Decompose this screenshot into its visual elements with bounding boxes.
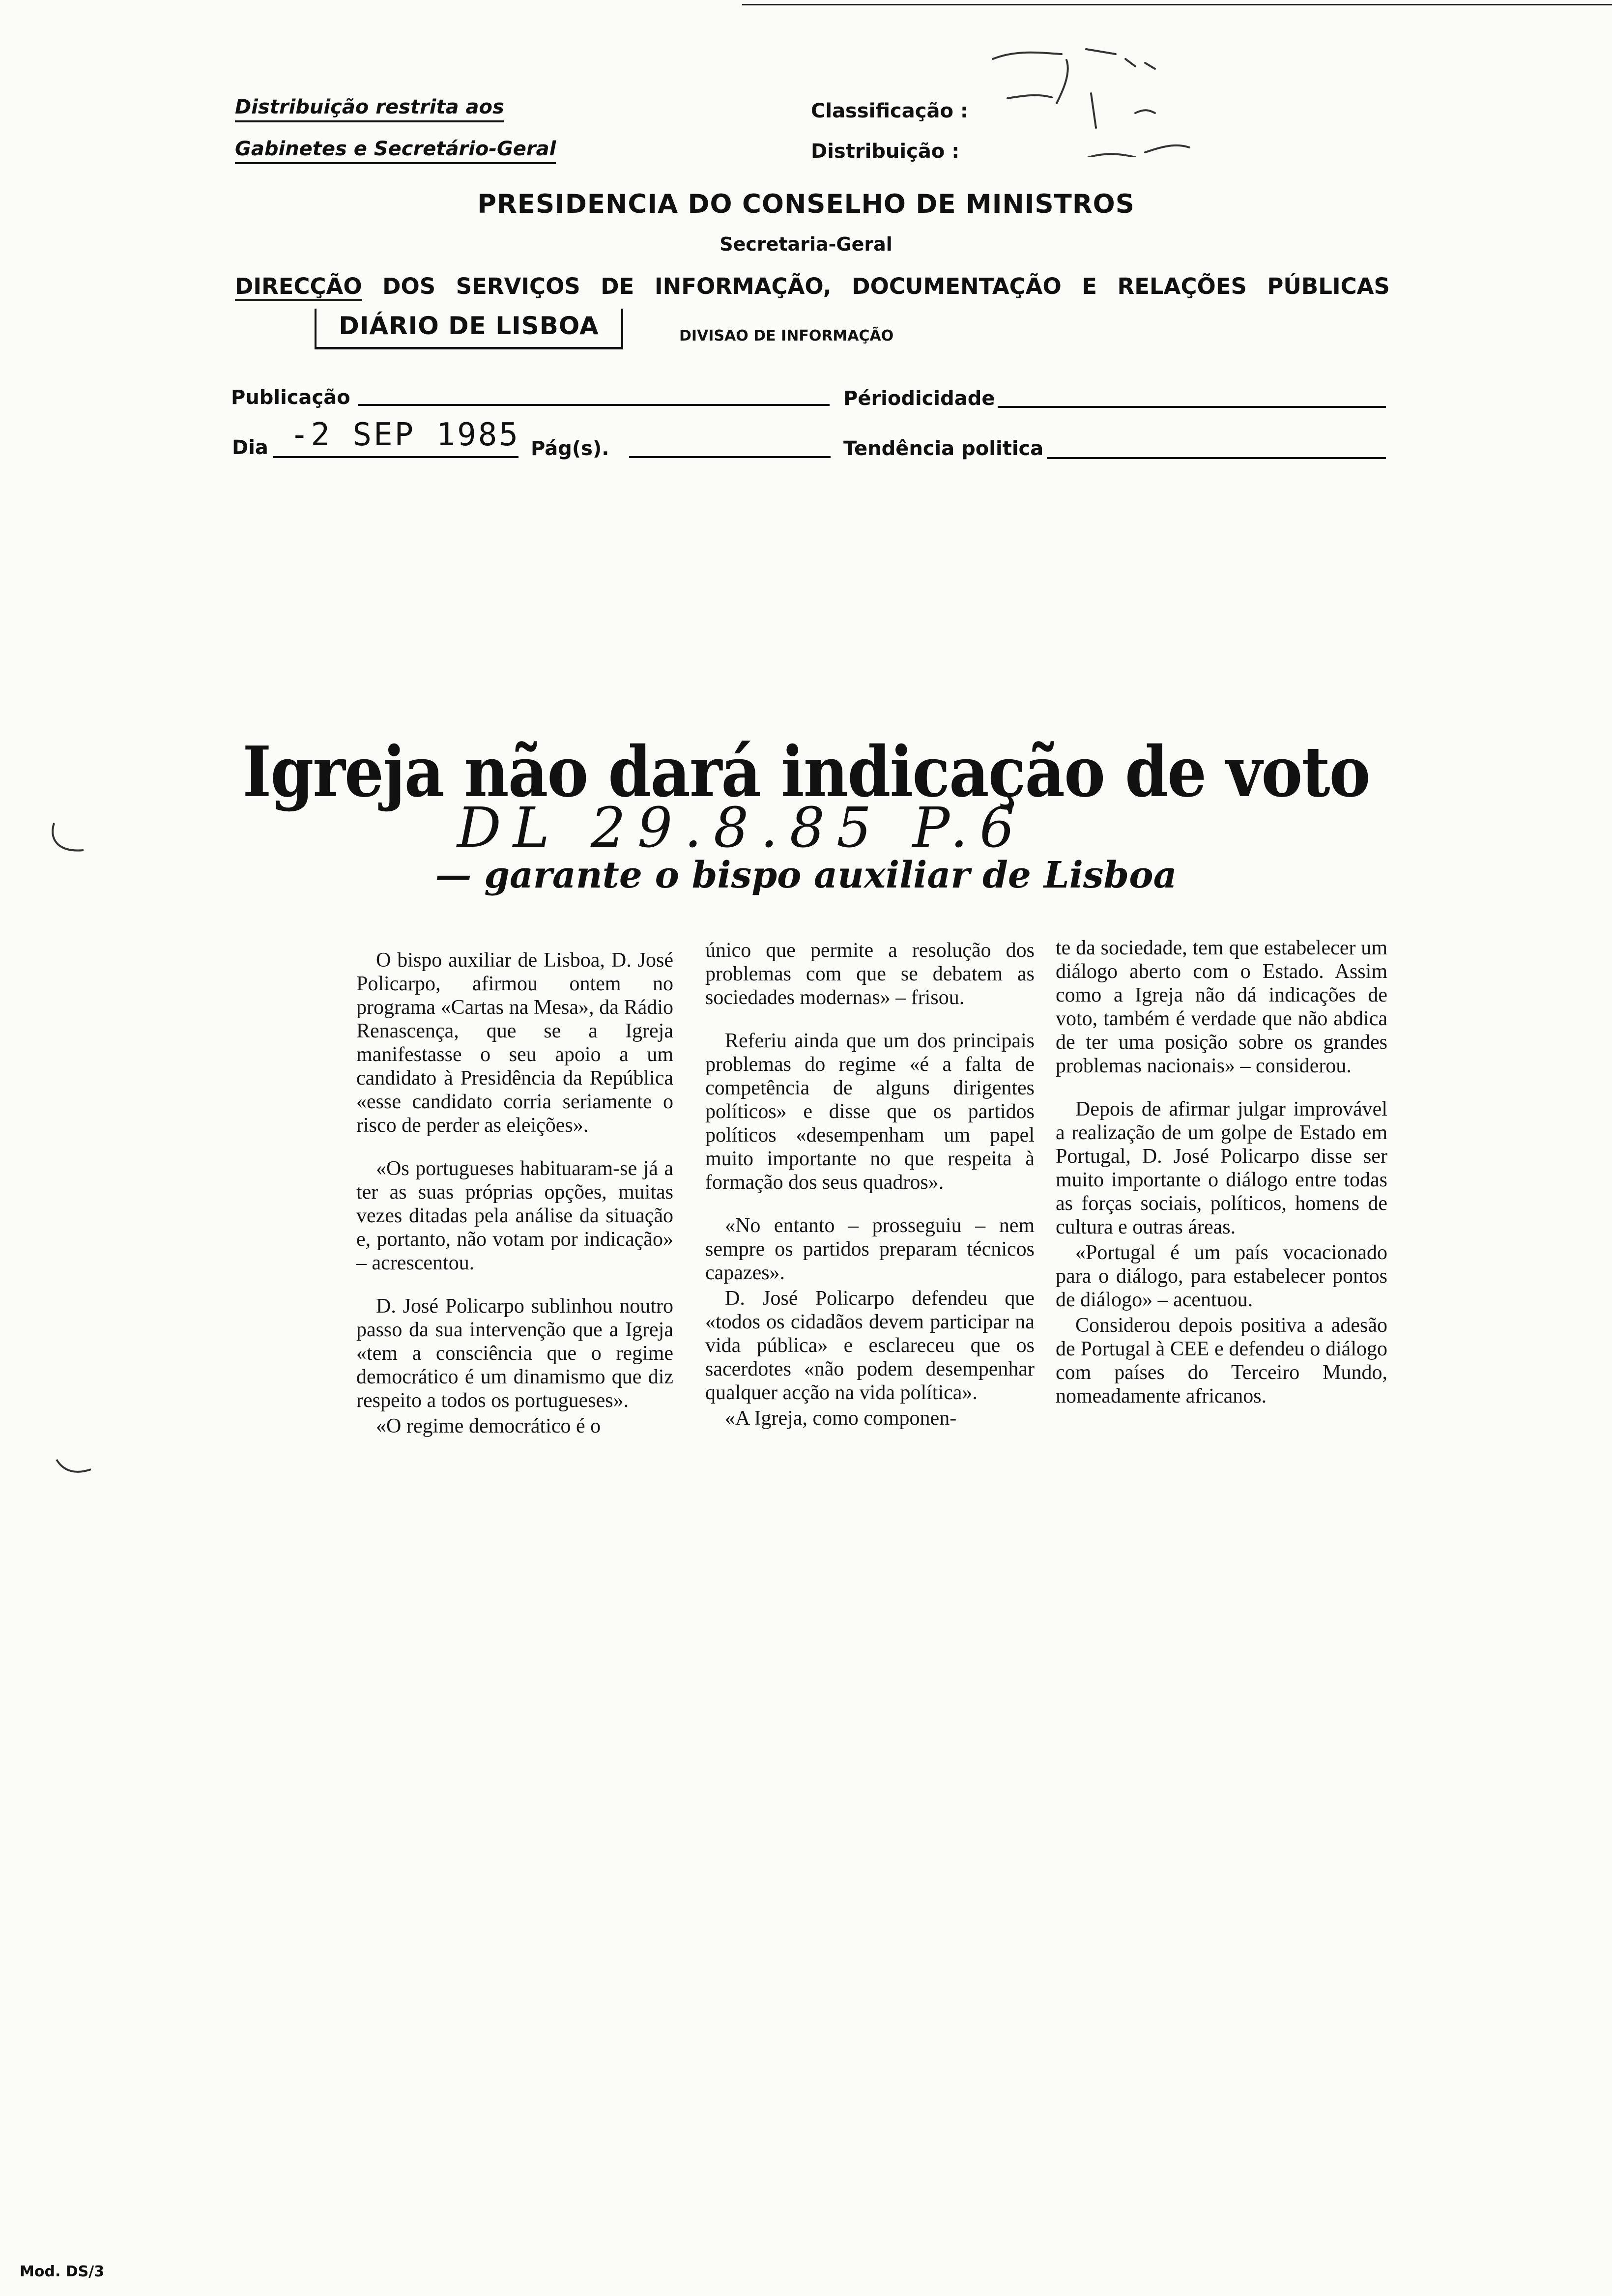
periodicidade-label: Périodicidade (843, 387, 995, 410)
dept-word: DIRECÇÃO (235, 273, 362, 301)
paragraph: D. José Policarpo sublinhou noutro passo da sua intervenção que a Igreja «tem a consciência que o regime democrático é um dinamismo que diz respeito a todos os portugueses». (356, 1295, 673, 1412)
paragraph: te da sociedade, tem que estabelecer um diálogo aberto com o Estado. Assim como a Igreja não dá indicações de voto, também é verdade que não abdica de ter uma posição sobre os grandes problemas nacionais» – considerou. (1056, 937, 1387, 1077)
paragraph: Referiu ainda que um dos principais problemas do regime «é a falta de competência de alguns dirigentes políticos» e disse que os partidos políticos «desempenham um papel muito importante no que respeita à formação dos seus quadros». (705, 1030, 1035, 1194)
paragraph: «O regime democrático é o (376, 1415, 601, 1437)
article-subheadline: — garante o bispo auxiliar de Lisboa (435, 854, 1177, 896)
pags-label: Pág(s). (531, 437, 609, 460)
pags-field-line (629, 456, 831, 458)
article-headline: Igreja não dará indicação de voto (242, 731, 1370, 813)
dia-label: Dia (232, 436, 268, 459)
paragraph: «Portugal é um país vocacionado para o diálogo, para estabelecer pontos de diálogo» – acentuou. (1056, 1241, 1387, 1311)
handwritten-source-reference: DL 29.8.85 P.6 (457, 796, 1027, 860)
tendencia-label: Tendência politica (843, 437, 1044, 460)
dept-word: INFORMAÇÃO, (654, 273, 832, 299)
paragraph: Depois de afirmar julgar improvável a realização de um golpe de Estado em Portugal, D. José Policarpo disse ser muito importante o diálogo entre todas as forças sociais, políticos, homens de cultura e outras áreas. (1056, 1098, 1387, 1238)
paragraph: «No entanto – prosseguiu – nem sempre os partidos preparam técnicos capazes». (705, 1214, 1035, 1284)
dept-word: DE (601, 273, 634, 299)
article-column-2 (705, 939, 1035, 1450)
form-model-number: Mod. DS/3 (20, 2263, 105, 2280)
handwritten-initials-signature (988, 39, 1194, 157)
paragraph: único que permite a resolução dos problemas com que se debatem as sociedades modernas» – frisou. (705, 939, 1035, 1009)
dept-word: DOCUMENTAÇÃO (852, 273, 1062, 299)
dept-word: DOS (382, 273, 436, 299)
dia-field-line (273, 456, 518, 458)
restricted-distribution-line2: Gabinetes e Secretário-Geral (235, 138, 556, 164)
paragraph: D. José Policarpo defendeu que «todos os cidadãos devem participar na vida pública» e esclareceu que os sacerdotes «não podem desempenhar qualquer acção na vida política». (705, 1287, 1035, 1404)
restricted-distribution-line1: Distribuição restrita aos (235, 96, 504, 122)
top-edge-rule (742, 4, 1612, 5)
tendencia-field-line (1047, 457, 1386, 459)
article-column-3 (1056, 936, 1387, 1428)
document-title: PRESIDENCIA DO CONSELHO DE MINISTROS (477, 189, 1135, 219)
document-subtitle: Secretaria-Geral (720, 233, 892, 255)
dia-date-stamp: -2 SEP 1985 (290, 417, 520, 453)
division-label: DIVISAO DE INFORMAÇÃO (679, 327, 894, 344)
article-column-1 (356, 948, 673, 1458)
publication-stamp: DIÁRIO DE LISBOA (315, 309, 623, 349)
department-line (235, 273, 1390, 301)
paragraph: «A Igreja, como componen- (725, 1407, 957, 1430)
paragraph: «Os portugueses habituaram-se já a ter as suas próprias opções, muitas vezes ditadas pela análise da situação e, portanto, não votam por indicação» – acrescentou. (356, 1157, 673, 1274)
paragraph: O bispo auxiliar de Lisboa, D. José Policarpo, afirmou ontem no programa «Cartas na Mesa», da Rádio Renascença, que se a Igreja manifestasse o seu apoio a um candidato à Presidência da República «esse candidato corria seriamente o risco de perder as eleições». (356, 949, 673, 1137)
paragraph: Considerou depois positiva a adesão de Portugal à CEE e defendeu o diálogo com países do Terceiro Mundo, nomeadamente africanos. (1056, 1314, 1387, 1407)
dept-word: PÚBLICAS (1267, 273, 1390, 299)
periodicidade-field-line (998, 406, 1386, 408)
dept-word: SERVIÇOS (456, 273, 580, 299)
dept-word: RELAÇÕES (1117, 273, 1247, 299)
classificacao-label: Classificação : (811, 100, 968, 122)
publicacao-field-line (358, 404, 830, 406)
punch-hole-mark (47, 818, 91, 862)
punch-hole-mark (52, 1455, 96, 1484)
distribuicao-label: Distribuição : (811, 140, 960, 163)
dept-word: E (1082, 273, 1097, 299)
publicacao-label: Publicação (231, 386, 350, 409)
